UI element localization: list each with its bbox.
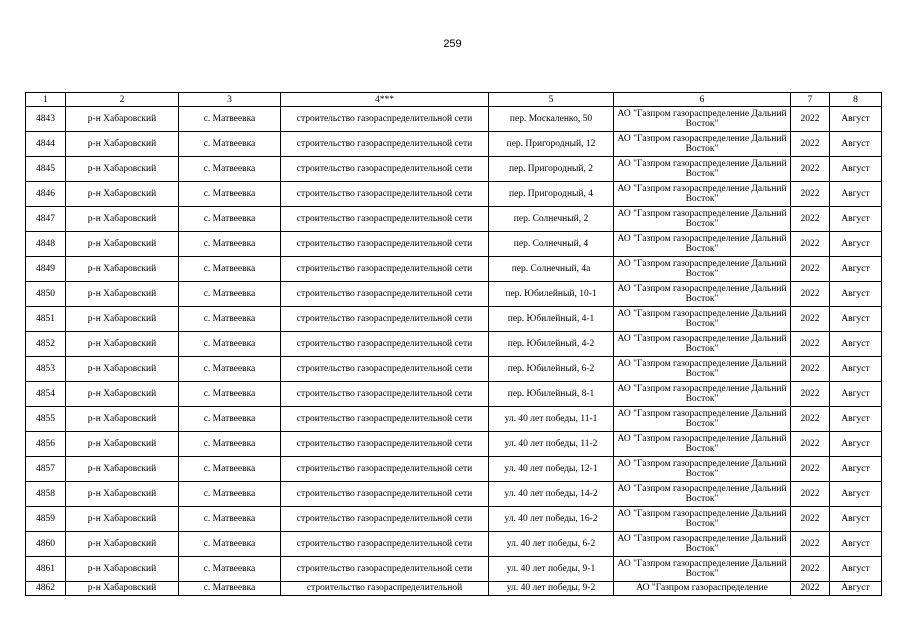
cell-district: р-н Хабаровский bbox=[66, 432, 179, 457]
cell-month: Август bbox=[830, 507, 882, 532]
cell-settlement: с. Матвеевка bbox=[179, 182, 281, 207]
cell-work-type: строительство газораспределительной сети bbox=[281, 182, 489, 207]
cell-organization: АО "Газпром газораспределение Дальний Восток" bbox=[614, 232, 791, 257]
table-row bbox=[26, 432, 882, 457]
cell-settlement: с. Матвеевка bbox=[179, 107, 281, 132]
cell-month: Август bbox=[830, 382, 882, 407]
cell-settlement: с. Матвеевка bbox=[179, 532, 281, 557]
cell-address: пер. Пригородный, 12 bbox=[489, 132, 614, 157]
cell-settlement: с. Матвеевка bbox=[179, 207, 281, 232]
cell-work-type: строительство газораспределительной сети bbox=[281, 482, 489, 507]
cell-work-type: строительство газораспределительной bbox=[281, 582, 489, 596]
cell-year: 2022 bbox=[791, 257, 830, 282]
cell-address: пер. Юбилейный, 6-2 bbox=[489, 357, 614, 382]
cell-settlement: с. Матвеевка bbox=[179, 482, 281, 507]
cell-address: пер. Юбилейный, 10-1 bbox=[489, 282, 614, 307]
cell-year: 2022 bbox=[791, 507, 830, 532]
cell-row-number: 4850 bbox=[26, 282, 66, 307]
cell-organization: АО "Газпром газораспределение Дальний Восток" bbox=[614, 257, 791, 282]
cell-district: р-н Хабаровский bbox=[66, 207, 179, 232]
cell-row-number: 4861 bbox=[26, 557, 66, 582]
cell-organization: АО "Газпром газораспределение Дальний Восток" bbox=[614, 382, 791, 407]
cell-year: 2022 bbox=[791, 157, 830, 182]
cell-work-type: строительство газораспределительной сети bbox=[281, 207, 489, 232]
table-row bbox=[26, 532, 882, 557]
cell-month: Август bbox=[830, 407, 882, 432]
header-cell-5: 5 bbox=[489, 93, 614, 107]
cell-row-number: 4848 bbox=[26, 232, 66, 257]
cell-year: 2022 bbox=[791, 282, 830, 307]
table-row bbox=[26, 457, 882, 482]
cell-work-type: строительство газораспределительной сети bbox=[281, 357, 489, 382]
cell-organization: АО "Газпром газораспределение Дальний Восток" bbox=[614, 507, 791, 532]
cell-settlement: с. Матвеевка bbox=[179, 132, 281, 157]
table-row bbox=[26, 557, 882, 582]
cell-district: р-н Хабаровский bbox=[66, 507, 179, 532]
cell-work-type: строительство газораспределительной сети bbox=[281, 382, 489, 407]
cell-address: ул. 40 лет победы, 14-2 bbox=[489, 482, 614, 507]
cell-year: 2022 bbox=[791, 107, 830, 132]
cell-district: р-н Хабаровский bbox=[66, 282, 179, 307]
cell-address: пер. Юбилейный, 8-1 bbox=[489, 382, 614, 407]
cell-district: р-н Хабаровский bbox=[66, 332, 179, 357]
cell-address: пер. Солнечный, 4а bbox=[489, 257, 614, 282]
cell-year: 2022 bbox=[791, 207, 830, 232]
cell-work-type: строительство газораспределительной сети bbox=[281, 107, 489, 132]
cell-work-type: строительство газораспределительной сети bbox=[281, 507, 489, 532]
cell-year: 2022 bbox=[791, 482, 830, 507]
cell-row-number: 4857 bbox=[26, 457, 66, 482]
cell-year: 2022 bbox=[791, 132, 830, 157]
cell-month: Август bbox=[830, 307, 882, 332]
cell-work-type: строительство газораспределительной сети bbox=[281, 257, 489, 282]
cell-work-type: строительство газораспределительной сети bbox=[281, 157, 489, 182]
cell-district: р-н Хабаровский bbox=[66, 532, 179, 557]
header-row bbox=[26, 93, 882, 107]
cell-settlement: с. Матвеевка bbox=[179, 257, 281, 282]
cell-work-type: строительство газораспределительной сети bbox=[281, 307, 489, 332]
cell-settlement: с. Матвеевка bbox=[179, 582, 281, 596]
cell-address: ул. 40 лет победы, 12-1 bbox=[489, 457, 614, 482]
cell-organization: АО "Газпром газораспределение Дальний Восток" bbox=[614, 357, 791, 382]
cell-address: ул. 40 лет победы, 16-2 bbox=[489, 507, 614, 532]
cell-year: 2022 bbox=[791, 532, 830, 557]
cell-work-type: строительство газораспределительной сети bbox=[281, 232, 489, 257]
table-header bbox=[26, 93, 882, 107]
cell-address: пер. Пригородный, 4 bbox=[489, 182, 614, 207]
table-row bbox=[26, 232, 882, 257]
cell-district: р-н Хабаровский bbox=[66, 382, 179, 407]
cell-district: р-н Хабаровский bbox=[66, 232, 179, 257]
cell-settlement: с. Матвеевка bbox=[179, 332, 281, 357]
cell-settlement: с. Матвеевка bbox=[179, 407, 281, 432]
cell-organization: АО "Газпром газораспределение Дальний Восток" bbox=[614, 307, 791, 332]
cell-month: Август bbox=[830, 457, 882, 482]
cell-organization: АО "Газпром газораспределение Дальний Восток" bbox=[614, 157, 791, 182]
table-row bbox=[26, 407, 882, 432]
cell-organization: АО "Газпром газораспределение Дальний Восток" bbox=[614, 182, 791, 207]
cell-row-number: 4854 bbox=[26, 382, 66, 407]
cell-settlement: с. Матвеевка bbox=[179, 307, 281, 332]
cell-month: Август bbox=[830, 232, 882, 257]
cell-year: 2022 bbox=[791, 232, 830, 257]
cell-month: Август bbox=[830, 482, 882, 507]
cell-address: ул. 40 лет победы, 9-2 bbox=[489, 582, 614, 596]
cell-address: ул. 40 лет победы, 11-2 bbox=[489, 432, 614, 457]
cell-settlement: с. Матвеевка bbox=[179, 382, 281, 407]
cell-month: Август bbox=[830, 132, 882, 157]
cell-month: Август bbox=[830, 532, 882, 557]
cell-address: ул. 40 лет победы, 11-1 bbox=[489, 407, 614, 432]
cell-month: Август bbox=[830, 107, 882, 132]
table-row bbox=[26, 182, 882, 207]
cell-year: 2022 bbox=[791, 382, 830, 407]
cell-district: р-н Хабаровский bbox=[66, 182, 179, 207]
header-cell-3: 3 bbox=[179, 93, 281, 107]
header-cell-7: 7 bbox=[791, 93, 830, 107]
cell-month: Август bbox=[830, 582, 882, 596]
cell-month: Август bbox=[830, 357, 882, 382]
cell-district: р-н Хабаровский bbox=[66, 457, 179, 482]
cell-row-number: 4858 bbox=[26, 482, 66, 507]
cell-year: 2022 bbox=[791, 407, 830, 432]
cell-row-number: 4860 bbox=[26, 532, 66, 557]
gas-network-registry-table bbox=[25, 92, 882, 596]
cell-month: Август bbox=[830, 182, 882, 207]
cell-district: р-н Хабаровский bbox=[66, 257, 179, 282]
cell-settlement: с. Матвеевка bbox=[179, 557, 281, 582]
table-row bbox=[26, 157, 882, 182]
cell-address: пер. Пригородный, 2 bbox=[489, 157, 614, 182]
cell-settlement: с. Матвеевка bbox=[179, 157, 281, 182]
cell-district: р-н Хабаровский bbox=[66, 407, 179, 432]
header-cell-6: 6 bbox=[614, 93, 791, 107]
cell-address: пер. Солнечный, 2 bbox=[489, 207, 614, 232]
cell-organization: АО "Газпром газораспределение Дальний Восток" bbox=[614, 107, 791, 132]
cell-row-number: 4849 bbox=[26, 257, 66, 282]
cell-organization: АО "Газпром газораспределение Дальний Восток" bbox=[614, 332, 791, 357]
table-row bbox=[26, 107, 882, 132]
cell-row-number: 4851 bbox=[26, 307, 66, 332]
table-row bbox=[26, 482, 882, 507]
cell-row-number: 4844 bbox=[26, 132, 66, 157]
cell-month: Август bbox=[830, 282, 882, 307]
cell-organization: АО "Газпром газораспределение Дальний Восток" bbox=[614, 457, 791, 482]
cell-district: р-н Хабаровский bbox=[66, 107, 179, 132]
cell-settlement: с. Матвеевка bbox=[179, 432, 281, 457]
cell-district: р-н Хабаровский bbox=[66, 482, 179, 507]
table-row bbox=[26, 257, 882, 282]
cell-month: Август bbox=[830, 157, 882, 182]
table-row bbox=[26, 357, 882, 382]
cell-year: 2022 bbox=[791, 357, 830, 382]
cell-row-number: 4855 bbox=[26, 407, 66, 432]
cell-settlement: с. Матвеевка bbox=[179, 282, 281, 307]
cell-work-type: строительство газораспределительной сети bbox=[281, 332, 489, 357]
cell-district: р-н Хабаровский bbox=[66, 307, 179, 332]
cell-month: Август bbox=[830, 257, 882, 282]
cell-work-type: строительство газораспределительной сети bbox=[281, 557, 489, 582]
cell-settlement: с. Матвеевка bbox=[179, 357, 281, 382]
cell-year: 2022 bbox=[791, 432, 830, 457]
table-row bbox=[26, 507, 882, 532]
cell-month: Август bbox=[830, 432, 882, 457]
cell-district: р-н Хабаровский bbox=[66, 132, 179, 157]
cell-address: ул. 40 лет победы, 9-1 bbox=[489, 557, 614, 582]
cell-organization: АО "Газпром газораспределение Дальний Восток" bbox=[614, 407, 791, 432]
cell-district: р-н Хабаровский bbox=[66, 157, 179, 182]
cell-year: 2022 bbox=[791, 182, 830, 207]
cell-year: 2022 bbox=[791, 307, 830, 332]
cell-month: Август bbox=[830, 332, 882, 357]
header-cell-1: 1 bbox=[26, 93, 66, 107]
cell-year: 2022 bbox=[791, 582, 830, 596]
cell-organization: АО "Газпром газораспределение Дальний Восток" bbox=[614, 482, 791, 507]
cell-organization: АО "Газпром газораспределение Дальний Восток" bbox=[614, 282, 791, 307]
cell-row-number: 4859 bbox=[26, 507, 66, 532]
cell-district: р-н Хабаровский bbox=[66, 357, 179, 382]
cell-work-type: строительство газораспределительной сети bbox=[281, 457, 489, 482]
cell-district: р-н Хабаровский bbox=[66, 557, 179, 582]
table-row bbox=[26, 282, 882, 307]
cell-row-number: 4853 bbox=[26, 357, 66, 382]
cell-row-number: 4847 bbox=[26, 207, 66, 232]
page-number: 259 bbox=[443, 38, 462, 50]
cell-work-type: строительство газораспределительной сети bbox=[281, 532, 489, 557]
cell-address: пер. Москаленко, 50 bbox=[489, 107, 614, 132]
cell-settlement: с. Матвеевка bbox=[179, 232, 281, 257]
cell-row-number: 4862 bbox=[26, 582, 66, 596]
header-cell-8: 8 bbox=[830, 93, 882, 107]
cell-organization: АО "Газпром газораспределение Дальний Восток" bbox=[614, 532, 791, 557]
cell-district: р-н Хабаровский bbox=[66, 582, 179, 596]
cell-organization: АО "Газпром газораспределение bbox=[614, 582, 791, 596]
cell-organization: АО "Газпром газораспределение Дальний Восток" bbox=[614, 132, 791, 157]
table-row bbox=[26, 207, 882, 232]
cell-organization: АО "Газпром газораспределение Дальний Восток" bbox=[614, 432, 791, 457]
cell-year: 2022 bbox=[791, 557, 830, 582]
cell-year: 2022 bbox=[791, 332, 830, 357]
cell-settlement: с. Матвеевка bbox=[179, 457, 281, 482]
cell-year: 2022 bbox=[791, 457, 830, 482]
table-row bbox=[26, 132, 882, 157]
cell-row-number: 4843 bbox=[26, 107, 66, 132]
cell-work-type: строительство газораспределительной сети bbox=[281, 432, 489, 457]
header-cell-2: 2 bbox=[66, 93, 179, 107]
cell-work-type: строительство газораспределительной сети bbox=[281, 407, 489, 432]
cell-month: Август bbox=[830, 557, 882, 582]
cell-row-number: 4852 bbox=[26, 332, 66, 357]
cell-row-number: 4845 bbox=[26, 157, 66, 182]
table-body bbox=[26, 107, 882, 596]
cell-address: пер. Юбилейный, 4-1 bbox=[489, 307, 614, 332]
cell-address: пер. Юбилейный, 4-2 bbox=[489, 332, 614, 357]
header-cell-4: 4*** bbox=[281, 93, 489, 107]
table-row bbox=[26, 332, 882, 357]
cell-settlement: с. Матвеевка bbox=[179, 507, 281, 532]
cell-address: ул. 40 лет победы, 6-2 bbox=[489, 532, 614, 557]
cell-work-type: строительство газораспределительной сети bbox=[281, 132, 489, 157]
cell-work-type: строительство газораспределительной сети bbox=[281, 282, 489, 307]
cell-organization: АО "Газпром газораспределение Дальний Восток" bbox=[614, 557, 791, 582]
cell-organization: АО "Газпром газораспределение Дальний Восток" bbox=[614, 207, 791, 232]
cell-row-number: 4856 bbox=[26, 432, 66, 457]
cell-address: пер. Солнечный, 4 bbox=[489, 232, 614, 257]
cell-row-number: 4846 bbox=[26, 182, 66, 207]
table-row bbox=[26, 382, 882, 407]
cell-month: Август bbox=[830, 207, 882, 232]
table-row bbox=[26, 307, 882, 332]
table-row-partial bbox=[26, 582, 882, 596]
